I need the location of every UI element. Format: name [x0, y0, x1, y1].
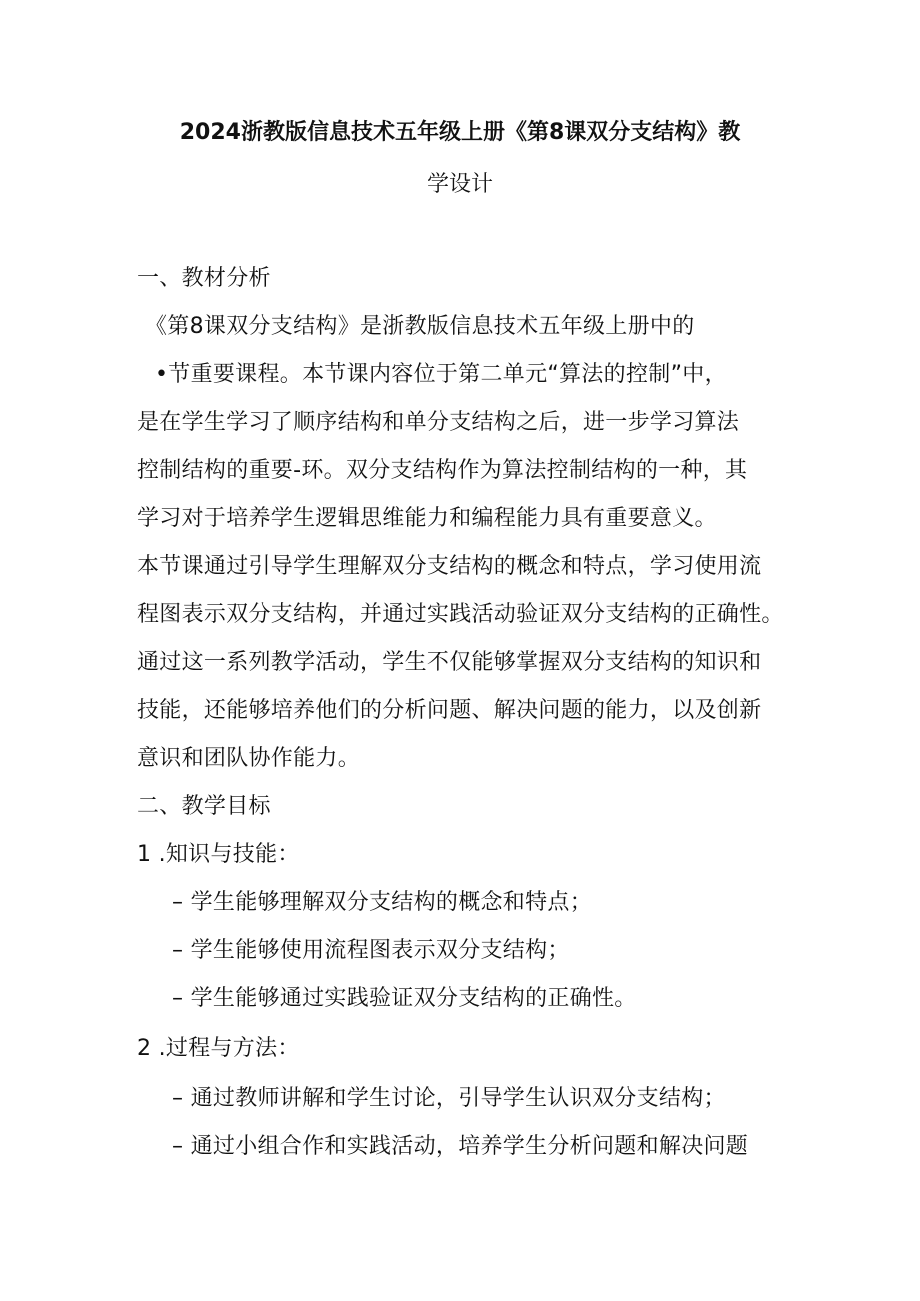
paragraph-line: 程图表示双分支结构，并通过实践活动验证双分支结构的正确性。 — [137, 602, 784, 627]
paragraph-line: 通过这一系列教学活动，学生不仅能够掌握双分支结构的知识和 — [137, 650, 762, 675]
paragraph-line: 《第8课双分支结构》是浙教版信息技术五年级上册中的 — [145, 314, 695, 339]
paragraph-line: 是在学生学习了顺序结构和单分支结构之后，进一步学习算法 — [137, 410, 740, 435]
objective-point: – 通过小组合作和实践活动，培养学生分析问题和解决问题 — [172, 1134, 749, 1159]
objective-item-knowledge: 1 .知识与技能： — [137, 842, 300, 867]
objective-point: – 学生能够理解双分支结构的概念和特点； — [172, 890, 592, 915]
document-title-line-1: 2024浙教版信息技术五年级上册《第8课双分支结构》教 — [179, 120, 741, 145]
section-heading-analysis: 一、教材分析 — [137, 266, 271, 291]
paragraph-line: 本节课通过引导学生理解双分支结构的概念和特点，学习使用流 — [137, 554, 762, 579]
paragraph-line: 学习对于培养学生逻辑思维能力和编程能力具有重要意义。 — [137, 506, 717, 531]
paragraph-line: 技能，还能够培养他们的分析问题、解决问题的能力，以及创新 — [137, 698, 762, 723]
objective-point: – 学生能够使用流程图表示双分支结构； — [172, 938, 570, 963]
paragraph-line: 控制结构的重要-环。双分支结构作为算法控制结构的一种，其 — [137, 458, 748, 483]
paragraph-line: •节重要课程。本节课内容位于第二单元“算法的控制”中， — [155, 362, 727, 387]
objective-item-process: 2 .过程与方法： — [137, 1036, 300, 1061]
document-title-line-2: 学设计 — [426, 172, 493, 197]
objective-point: – 通过教师讲解和学生讨论，引导学生认识双分支结构； — [172, 1086, 726, 1111]
paragraph-line: 意识和团队协作能力。 — [137, 746, 361, 771]
section-heading-objectives: 二、教学目标 — [137, 794, 271, 819]
objective-point: – 学生能够通过实践验证双分支结构的正确性。 — [172, 986, 637, 1011]
